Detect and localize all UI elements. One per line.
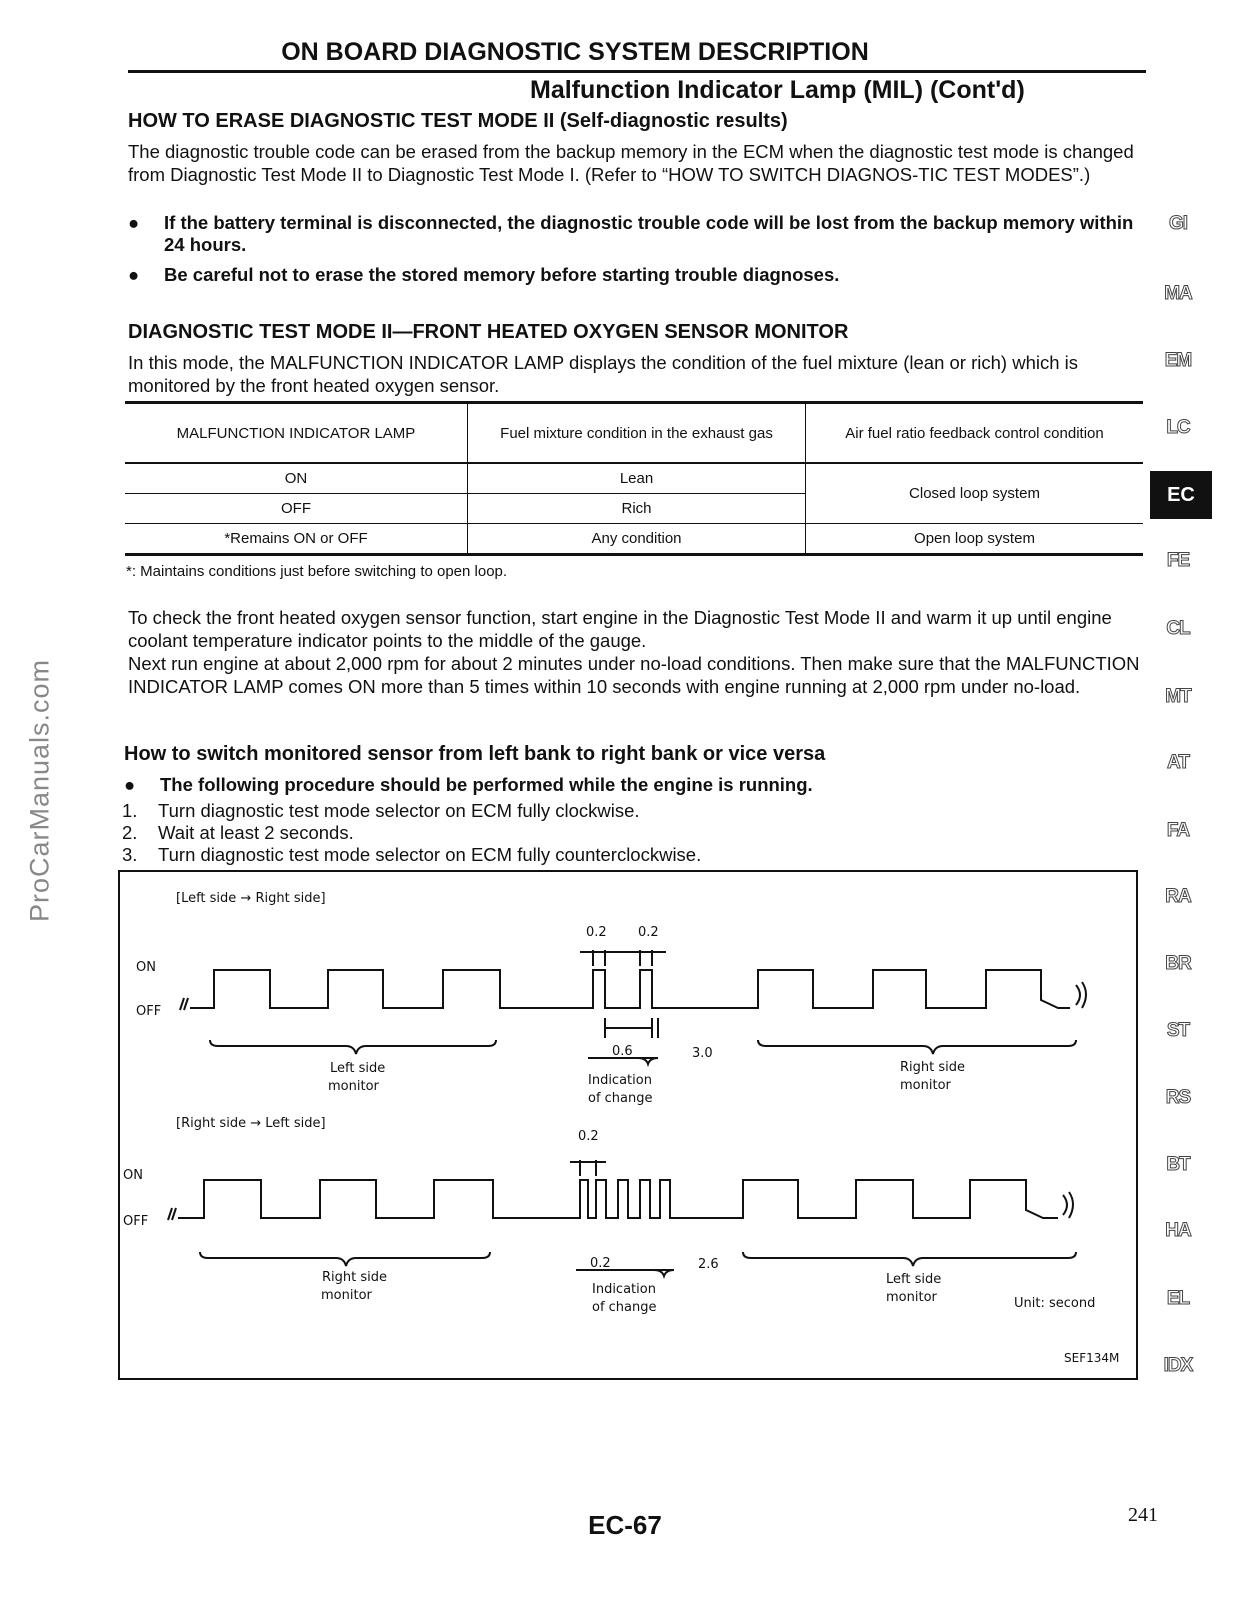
bottom-dim-ticks: [570, 1160, 606, 1176]
list-item: 1. Turn diagnostic test mode selector on ECM fully clockwise.: [122, 800, 640, 821]
top-right-brace: [758, 1040, 1076, 1054]
sidebar-tab-el[interactable]: EL: [1166, 1288, 1190, 1309]
erase-text: The diagnostic trouble code can be erased from the backup memory in the ECM when the diagnostic test mode is changed from Diagnostic Test Mode II to Diagnostic Test Mode I. (Refer to “HOW TO SWITCH DIAGNOS-TIC TEST MODES”.): [128, 141, 1134, 185]
table-row: [125, 463, 1143, 494]
bullet-dot: ●: [128, 264, 140, 285]
sidebar-tab-br[interactable]: BR: [1165, 953, 1191, 974]
table-cell: Lean: [468, 463, 806, 494]
bullet-text: Be careful not to erase the stored memory before starting trouble diagnoses.: [164, 264, 840, 285]
top-left-label: Left side: [330, 1061, 386, 1076]
bullet-text: If the battery terminal is disconnected, the diagnostic trouble code will be lost from the backup memory within 24 hours.: [164, 212, 1134, 255]
top-left-brace: [210, 1040, 496, 1054]
sidebar-tab-ha[interactable]: HA: [1165, 1220, 1191, 1241]
top-off-label: OFF: [136, 1004, 162, 1019]
sidebar-tab-cl[interactable]: CL: [1166, 618, 1190, 639]
table-cell: ON: [125, 463, 468, 494]
bottom-dim-label: 0.2: [590, 1256, 611, 1271]
top-start-break: [180, 998, 206, 1010]
bottom-left-label: monitor: [321, 1288, 372, 1303]
bullet-text: The following procedure should be performed while the engine is running.: [160, 774, 813, 795]
page-title: ON BOARD DIAGNOSTIC SYSTEM DESCRIPTION: [281, 38, 869, 66]
bottom-title: [Right side → Left side]: [176, 1116, 326, 1131]
top-waveform: [206, 970, 1070, 1008]
bottom-left-brace: [200, 1252, 490, 1266]
top-on-label: ON: [136, 960, 156, 975]
sidebar-tab-fe[interactable]: FE: [1166, 550, 1190, 571]
sidebar-tab-em[interactable]: EM: [1164, 350, 1192, 371]
erase-bullet-2: [128, 264, 1146, 286]
top-right-label: Right side: [900, 1060, 965, 1075]
sidebar-tab-at[interactable]: AT: [1167, 752, 1189, 773]
top-dim-label: 0.2: [586, 925, 607, 940]
erase-heading: HOW TO ERASE DIAGNOSTIC TEST MODE II (Self-diagnostic results): [128, 110, 788, 132]
bottom-off-label: OFF: [123, 1214, 149, 1229]
bottom-right-brace: [743, 1252, 1076, 1266]
sidebar-tab-idx[interactable]: IDX: [1163, 1355, 1193, 1376]
sidebar-tab-bt[interactable]: BT: [1166, 1154, 1190, 1175]
watermark: ProCarManuals.com: [24, 658, 55, 923]
table-cell: Open loop system: [806, 524, 1144, 555]
unit-label: Unit: second: [1014, 1296, 1096, 1311]
bottom-mid-label: Indication: [592, 1282, 656, 1297]
top-end-break: [1076, 982, 1086, 1008]
top-dim-label: 0.2: [638, 925, 659, 940]
monitor-heading: DIAGNOSTIC TEST MODE II—FRONT HEATED OXYGEN SENSOR MONITOR: [128, 321, 849, 343]
sidebar-tab-ra[interactable]: RA: [1165, 886, 1191, 907]
page-subtitle: Malfunction Indicator Lamp (MIL) (Cont'd): [530, 76, 1025, 104]
top-dim-label: 3.0: [692, 1046, 713, 1061]
top-mid-label: of change: [588, 1091, 653, 1106]
table-cell: Any condition: [468, 524, 806, 555]
bullet-dot: ●: [124, 774, 136, 795]
monitor-text: In this mode, the MALFUNCTION INDICATOR LAMP displays the condition of the fuel mixture (lean or rich) which is monitored by the front heated oxygen sensor.: [128, 352, 1079, 396]
bottom-mid-label: of change: [592, 1300, 657, 1315]
bottom-left-label: Right side: [322, 1270, 387, 1285]
top-right-label: monitor: [900, 1078, 951, 1093]
list-item: 3. Turn diagnostic test mode selector on ECM fully counterclockwise.: [122, 844, 702, 865]
table-header: Fuel mixture condition in the exhaust gas: [468, 403, 806, 464]
top-dim-06: [605, 1018, 658, 1038]
check-paragraph-1: To check the front heated oxygen sensor function, start engine in the Diagnostic Test Mode II and warm it up until engine coolant temperature indicator points to the middle of the gauge.: [128, 607, 1112, 651]
table-header: Air fuel ratio feedback control condition: [806, 403, 1144, 464]
sidebar-tab-ec[interactable]: EC: [1150, 471, 1212, 519]
bottom-on-label: ON: [123, 1168, 143, 1183]
sidebar-tab-lc[interactable]: LC: [1166, 417, 1190, 438]
top-dim-ticks: [580, 950, 666, 966]
bottom-right-label: monitor: [886, 1290, 937, 1305]
top-mid-label: Indication: [588, 1073, 652, 1088]
top-left-label: monitor: [328, 1079, 379, 1094]
table-cell: *Remains ON or OFF: [125, 524, 468, 555]
top-title: [Left side → Right side]: [176, 891, 326, 906]
figure-code: SEF134M: [1064, 1351, 1120, 1365]
sidebar-tab-gi[interactable]: GI: [1168, 213, 1188, 234]
table-cell: Rich: [468, 494, 806, 524]
mil-table: [125, 401, 1143, 556]
bottom-end-break: [1063, 1192, 1073, 1218]
sidebar-tab-st[interactable]: ST: [1166, 1020, 1190, 1041]
list-item: 2. Wait at least 2 seconds.: [122, 822, 354, 843]
top-dim-label: 0.6: [612, 1044, 633, 1059]
table-row: [125, 524, 1143, 555]
sidebar-tab-mt[interactable]: MT: [1165, 686, 1191, 707]
timing-diagram: [118, 870, 1138, 1380]
check-paragraph-2: Next run engine at about 2,000 rpm for about 2 minutes under no-load conditions. Then make sure that the MALFUNCTION INDICATOR LAMP comes ON more than 5 times within 10 seconds with engine running at 2,000 rpm under no-load.: [128, 653, 1140, 697]
table-header-row: [125, 403, 1143, 464]
table-cell: OFF: [125, 494, 468, 524]
bottom-right-label: Left side: [886, 1272, 942, 1287]
bottom-dim-label: 0.2: [578, 1129, 599, 1144]
table-header: MALFUNCTION INDICATOR LAMP: [125, 403, 468, 464]
bullet-dot: ●: [128, 212, 140, 233]
switch-bullet: [124, 774, 1142, 796]
erase-bullet-1: [128, 212, 1146, 258]
page-code: EC-67: [588, 1510, 662, 1540]
sidebar-tab-fa[interactable]: FA: [1166, 820, 1190, 841]
sidebar-tab-rs[interactable]: RS: [1165, 1087, 1191, 1108]
title-rule: [128, 70, 1146, 73]
page-number: 241: [1128, 1504, 1158, 1526]
bottom-dim-label: 2.6: [698, 1257, 719, 1272]
table-cell: Closed loop system: [806, 463, 1144, 524]
sidebar-tab-ma[interactable]: MA: [1164, 283, 1192, 304]
bottom-waveform: [196, 1180, 1058, 1218]
switch-heading: How to switch monitored sensor from left bank to right bank or vice versa: [124, 743, 826, 765]
switch-steps: [122, 800, 701, 866]
table-footnote: *: Maintains conditions just before switching to open loop.: [126, 563, 508, 580]
bottom-start-break: [168, 1208, 196, 1220]
